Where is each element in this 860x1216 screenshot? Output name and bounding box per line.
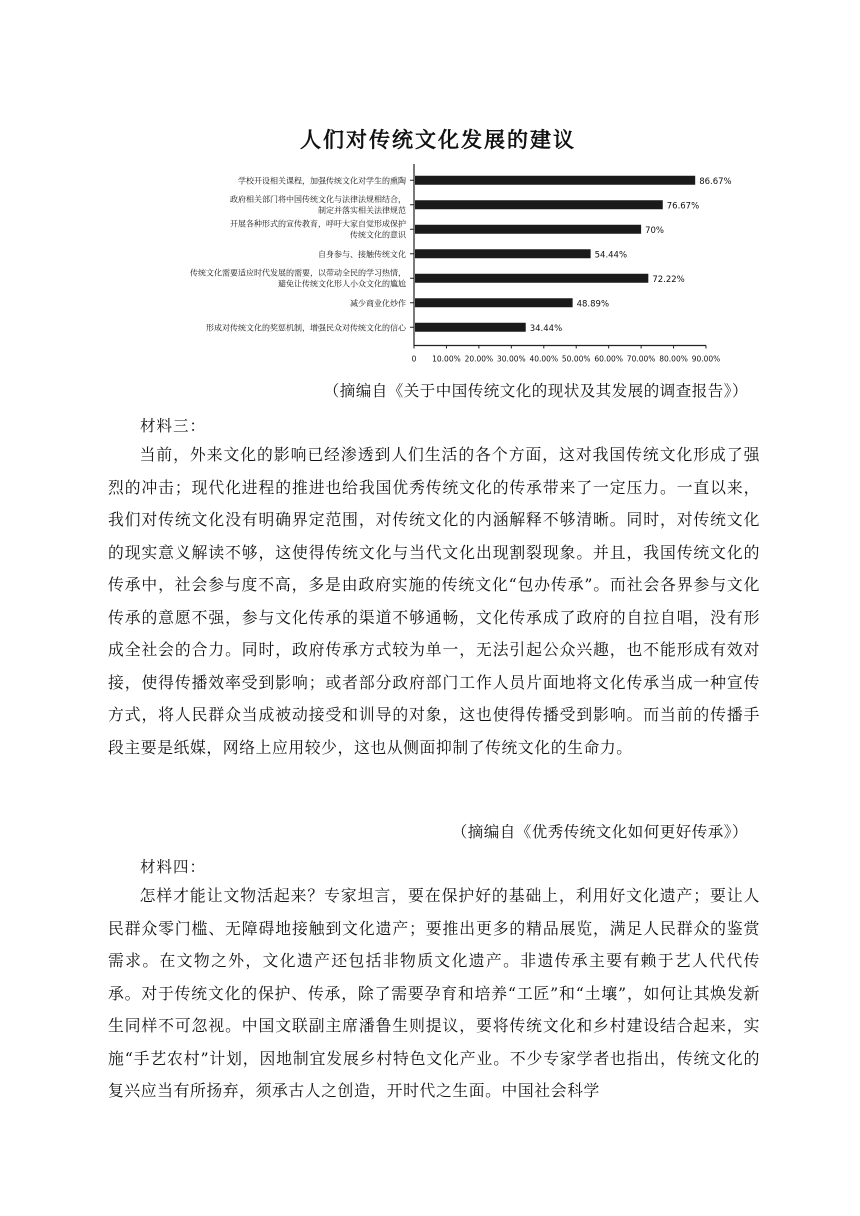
bar-value-label: 54.44% — [594, 250, 628, 261]
category-label: 形成对传统文化的奖惩机制，增强民众对传统文化的信心 — [206, 323, 406, 333]
x-tick-label: 80.00% — [659, 354, 688, 364]
category-label: 传统文化需要适应时代发展的需要，以带动全民的学习热情， — [190, 268, 406, 278]
bar-value-label: 48.89% — [576, 299, 610, 310]
material-4-heading: 材料四： — [140, 858, 207, 876]
material-3-body: 当前，外来文化的影响已经渗透到人们生活的各个方面，这对我国传统文化形成了强烈的冲击；现代化进程的推进也给我国优秀传统文化的传承带来了一定压力。一直以来，我们对传统文化没有明确界定范围，对传统文化的内涵解释不够清晰。同时，对传统文化的现实意义解读不够，这使得传统文化与当代文化出现割裂现象。并且，我国传统文化的传承中，社会参与度不高，多是由政府实施的传统文化“包办传承”。而社会各界参与文化传承的意愿不强，参与文化传承的渠道不够通畅，文化传承成了政府的自拉自唱，没有形成全社会的合力。同时，政府传承方式较为单一，无法引起公众兴趣，也不能形成有效对接，使得传播效率受到影响；或者部分政府部门工作人员片面地将文化传承当成一种宣传方式，将人民群众当成被动接受和训导的对象，这也使得传播受到影响。而当前的传播手段主要是纸媒，网络上应用较少，这也从侧面抑制了传统文化的生命力。 — [108, 445, 760, 757]
category-label: 学校开设相关课程，加强传统文化对学生的熏陶 — [238, 176, 406, 186]
bar — [415, 249, 591, 258]
bar — [415, 274, 648, 283]
category-label: 自身参与、接触传统文化 — [318, 249, 406, 259]
material-3-source: （摘编自《优秀传统文化如何更好传承》） — [451, 823, 748, 841]
bar — [415, 323, 526, 332]
x-tick-label: 50.00% — [561, 354, 591, 364]
category-label: 传统文化的意识 — [350, 230, 406, 240]
chart-source-caption: （摘编自《关于中国传统文化的现状及其发展的调查报告》） — [323, 382, 748, 400]
category-label: 开展各种形式的宣传教育，呼吁大家自觉形成保护 — [230, 219, 406, 229]
category-label: 制定并落实相关法律规范 — [318, 205, 406, 215]
bar-value-label: 86.67% — [699, 176, 732, 187]
x-tick-label: 30.00% — [497, 354, 526, 364]
bar — [415, 200, 663, 209]
bar-value-label: 76.67% — [666, 201, 700, 212]
x-tick-label: 70.00% — [626, 354, 656, 364]
bar — [415, 225, 641, 234]
bar-value-label: 34.44% — [529, 323, 563, 334]
x-tick-label: 40.00% — [529, 354, 559, 364]
chart-title: 人们对传统文化发展的建议 — [300, 128, 576, 152]
category-label: 减少商业化炒作 — [350, 298, 406, 308]
bar-value-label: 70% — [645, 225, 665, 236]
category-label: 避免让传统文化形人小众文化的尴尬 — [278, 279, 406, 289]
material-3-heading: 材料三： — [140, 417, 207, 435]
x-tick-label: 20.00% — [464, 354, 494, 364]
x-tick-label: 60.00% — [594, 354, 623, 364]
x-tick-label: 10.00% — [432, 354, 461, 364]
material-4-body: 怎样才能让文物活起来？专家坦言，要在保护好的基础上，利用好文化遗产；要让人民群众零门槛、无障碍地接触到文化遗产；要推出更多的精品展览，满足人民群众的鉴赏需求。在文物之外，文化遗产还包括非物质文化遗产。非遗传承主要有赖于艺人代代传承。对于传统文化的保护、传承，除了需要孕育和培养“工匠”和“土壤”，如何让其焕发新生同样不可忽视。中国文联副主席潘鲁生则提议，要将传统文化和乡村建设结合起来，实施“手艺农村”计划，因地制宜发展乡村特色文化产业。不少专家学者也指出，传统文化的复兴应当有所扬弃，须承古人之创造，开时代之生面。中国社会科学 — [108, 886, 760, 1100]
x-tick-label: 0 — [411, 354, 417, 364]
bar — [415, 176, 695, 185]
bar-value-label: 72.22% — [652, 274, 685, 285]
category-label: 政府相关部门将中国传统文化与法律法规相结合， — [230, 194, 406, 204]
bar-chart — [150, 160, 732, 364]
x-tick-label: 90.00% — [691, 354, 721, 364]
bar — [415, 298, 573, 307]
